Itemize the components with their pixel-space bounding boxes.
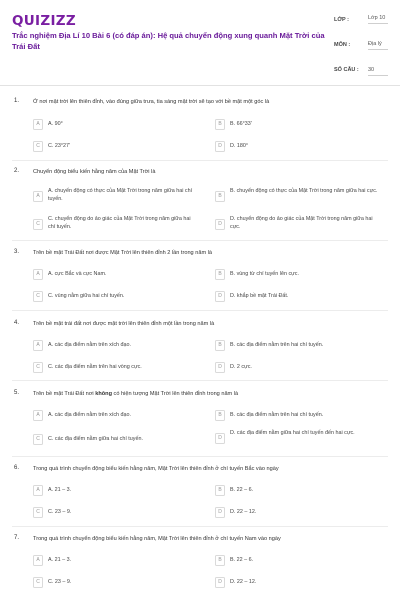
question-number: 6. (14, 465, 20, 471)
option-letter-box: A (33, 555, 43, 566)
option-text: A. 21 – 3. (48, 487, 72, 493)
question-divider (12, 160, 388, 161)
option-c[interactable] (33, 362, 203, 375)
worksheet-header (0, 0, 400, 86)
option-letter-box: A (33, 191, 43, 202)
option-letter-box: C (33, 141, 43, 152)
option-text: C. vùng nằm giữa hai chí tuyến. (48, 293, 125, 299)
option-text: B. 66°33' (230, 121, 252, 127)
option-text: B. chuyển động có thực của Mặt Trời trong năm giữa hai cực. (230, 188, 378, 194)
option-letter-box: D (215, 362, 225, 373)
option-text: B. các địa điểm nằm trên hai chí tuyến. (230, 412, 324, 418)
option-d[interactable] (215, 141, 385, 154)
question-number: 4. (14, 320, 20, 326)
question-text-after: có hiện tượng Mặt Trời lên thiên đỉnh trong năm là (112, 391, 239, 397)
question-number: 7. (14, 535, 20, 541)
question-text: Ở nơi mặt trời lên thiên đỉnh, vào đúng giữa trưa, tia sáng mặt trời sẽ tạo với bề mặt một góc là (33, 99, 270, 105)
option-letter-box: C (33, 291, 43, 302)
option-text: D. khắp bề mặt Trái Đất. (230, 293, 289, 299)
option-text: C. 23 – 9. (48, 509, 72, 515)
option-d[interactable] (215, 362, 385, 375)
question-number: 5. (14, 390, 20, 396)
question-text: Trong quá trình chuyển động biểu kiến hằng năm, Mặt Trời lên thiên đỉnh ở chí tuyến Bắc vào ngày (33, 466, 279, 472)
option-letter-box: C (33, 362, 43, 373)
option-letter-box: A (33, 340, 43, 351)
option-b[interactable] (215, 188, 385, 201)
option-d[interactable] (215, 291, 385, 304)
option-a[interactable] (33, 485, 203, 498)
option-letter-box: C (33, 219, 43, 230)
option-text: A. cực Bắc và cực Nam. (48, 271, 107, 277)
page-title: Trắc nghiệm Địa Lí 10 Bài 6 (có đáp án): Hệ quả chuyển động xung quanh Mặt Trời của Trái Đất (12, 31, 325, 51)
option-text: B. 22 – 6. (230, 487, 254, 493)
option-a[interactable] (33, 410, 203, 423)
question-text-emphasis: không (95, 391, 112, 397)
option-letter-box: C (33, 434, 43, 445)
option-text: D. 22 – 12. (230, 509, 257, 515)
question-divider (12, 456, 388, 457)
option-text: C. các địa điểm nằm trên hai vòng cực. (48, 364, 142, 370)
option-letter-box: D (215, 577, 225, 588)
question-divider (12, 526, 388, 527)
option-c[interactable] (33, 577, 203, 590)
option-text: A. các địa điểm nằm trên xích đạo. (48, 412, 131, 418)
subject-value: Địa lý (368, 40, 388, 50)
option-text: D. 180° (230, 143, 249, 149)
option-d[interactable] (215, 430, 385, 443)
option-text: C. 23°27' (48, 143, 71, 149)
option-letter-box: B (215, 555, 225, 566)
option-c[interactable] (33, 291, 203, 304)
option-b[interactable] (215, 269, 385, 282)
class-label: LỚP : (334, 17, 349, 23)
option-text: C. 23 – 9. (48, 579, 72, 585)
option-b[interactable] (215, 340, 385, 353)
option-a[interactable] (33, 269, 203, 282)
question-text (33, 390, 383, 398)
option-d[interactable] (215, 577, 385, 590)
question-text: Trên bề mặt trái đất nơi được mặt trời lên thiên đỉnh một lần trong năm là (33, 321, 215, 327)
option-text: B. các địa điểm nằm trên hai chí tuyến. (230, 342, 324, 348)
option-letter-box: D (215, 291, 225, 302)
question-divider (12, 240, 388, 241)
question-divider (12, 310, 388, 311)
option-letter-box: B (215, 269, 225, 280)
option-letter-box: C (33, 507, 43, 518)
question-number: 3. (14, 249, 20, 255)
option-letter-box: A (33, 269, 43, 280)
class-value: Lớp 10 (368, 14, 388, 24)
option-text: A. 21 – 3. (48, 557, 72, 563)
option-a[interactable] (33, 555, 203, 568)
question-text-before: Trên bề mặt Trái Đất nơi (33, 391, 96, 397)
option-letter-box: C (33, 577, 43, 588)
option-letter-box: B (215, 191, 225, 202)
option-a[interactable] (33, 188, 203, 201)
option-b[interactable] (215, 485, 385, 498)
option-a[interactable] (33, 119, 203, 132)
question-count-value: 30 (368, 66, 388, 76)
option-text: C. các địa điểm nằm giữa hai chí tuyến. (48, 436, 143, 442)
option-letter-box: A (33, 485, 43, 496)
option-letter-box: B (215, 340, 225, 351)
option-text: D. 2 cực. (230, 364, 252, 370)
option-c[interactable] (33, 507, 203, 520)
option-text: D. chuyển động do ảo giác của Mặt Trời trong năm giữa hai cực. (230, 216, 373, 230)
option-letter-box: A (33, 119, 43, 130)
question-divider (12, 380, 388, 381)
option-b[interactable] (215, 410, 385, 423)
option-letter-box: D (215, 219, 225, 230)
option-d[interactable] (215, 507, 385, 520)
option-letter-box: B (215, 485, 225, 496)
option-text: D. 22 – 12. (230, 579, 257, 585)
option-b[interactable] (215, 555, 385, 568)
option-d[interactable] (215, 216, 385, 229)
option-letter-box: D (215, 507, 225, 518)
option-text: D. các địa điểm nằm giữa hai chí tuyến đến hai cực. (230, 430, 355, 436)
option-b[interactable] (215, 119, 385, 132)
subject-label: MÔN : (334, 42, 351, 48)
question-number: 2. (14, 168, 20, 174)
option-text: C. chuyển động do ảo giác của Mặt Trời trong năm giữa hai chí tuyến. (48, 216, 191, 230)
option-a[interactable] (33, 340, 203, 353)
option-c[interactable] (33, 216, 203, 229)
option-text: B. 22 – 6. (230, 557, 254, 563)
quizizz-logo: QUIZIZZ (12, 13, 76, 29)
option-letter-box: B (215, 410, 225, 421)
question-text: Trên bề mặt Trái Đất nơi được Mặt Trời lên thiên đỉnh 2 lần trong năm là (33, 250, 213, 256)
option-letter-box: B (215, 119, 225, 130)
question-number: 1. (14, 98, 20, 104)
option-text: A. 90° (48, 121, 63, 127)
option-text: A. chuyển động có thực của Mặt Trời trong năm giữa hai chí tuyến. (48, 188, 193, 202)
option-c[interactable] (33, 434, 203, 447)
option-text: A. các địa điểm nằm trên xích đạo. (48, 342, 131, 348)
option-letter-box: A (33, 410, 43, 421)
question-text: Chuyển động biểu kiến hằng năm của Mặt Trời là (33, 169, 156, 175)
question-count-label: SỐ CÂU : (334, 67, 359, 73)
option-letter-box: D (215, 433, 225, 444)
option-c[interactable] (33, 141, 203, 154)
option-letter-box: D (215, 141, 225, 152)
option-text: B. vùng từ chí tuyến lên cực. (230, 271, 299, 277)
question-text: Trong quá trình chuyển động biểu kiến hằng năm, Mặt Trời lên thiên đỉnh ở chí tuyến Nam vào ngày (33, 536, 281, 542)
